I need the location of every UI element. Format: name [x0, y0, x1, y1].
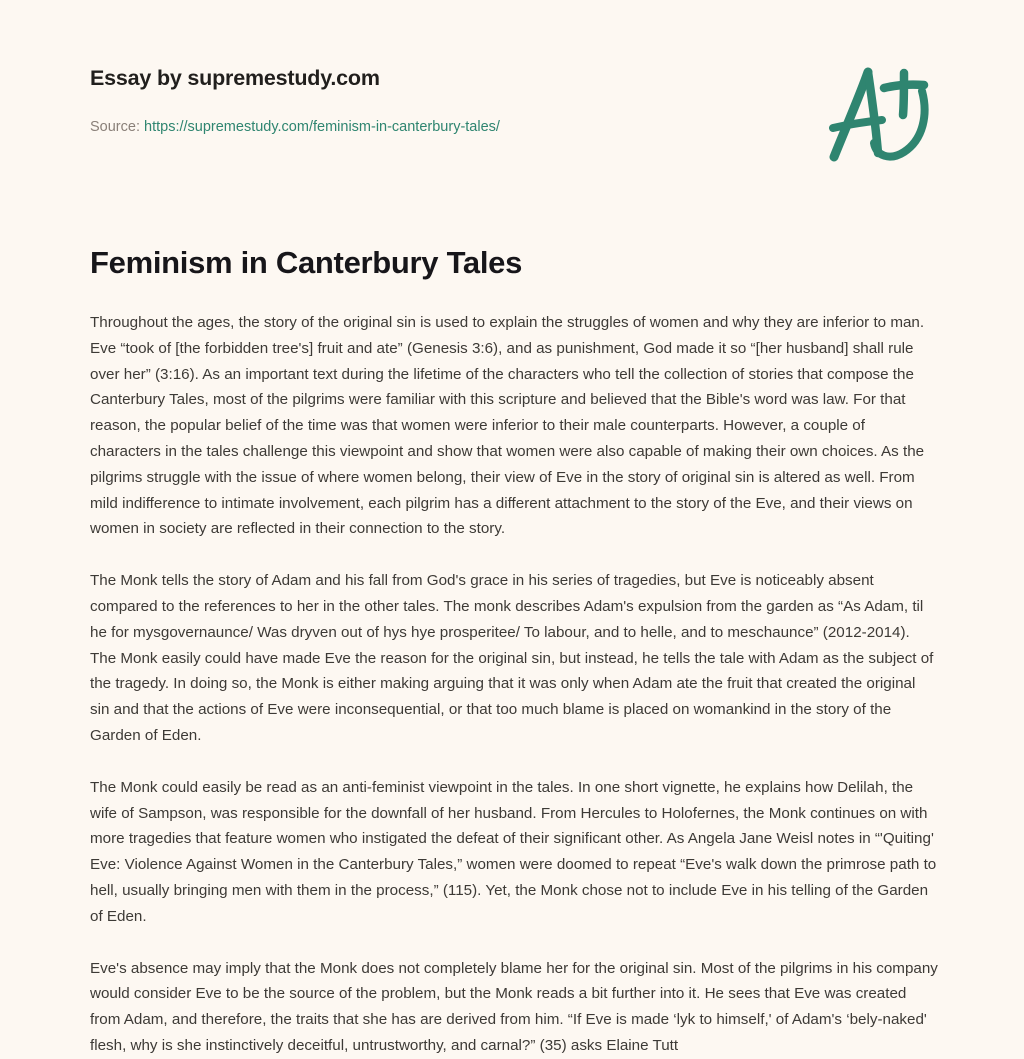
article-body [90, 310, 938, 1059]
source-label: Source: [90, 119, 140, 135]
a-plus-logo [812, 57, 942, 175]
a-plus-logo-icon [812, 57, 942, 175]
article-container [90, 243, 938, 1059]
article-paragraph: The Monk tells the story of Adam and his fall from God's grace in his series of tragedies, but Eve is noticeably absent compared to the references to her in the other tales. The monk describes Adam's expulsion from the garden as “As Adam, til he for mysgovernaunce/ Was dryven out of hys hye prosperitee/ To labour, and to helle, and to meschaunce” (2012-2014). The Monk easily could have made Eve the reason for the original sin, but instead, he tells the tale with Adam as the subject of the tragedy. In doing so, the Monk is either making arguing that it was only when Adam ate the fruit that created the original sin and that the actions of Eve were inconsequential, or that too much blame is placed on womankind in the story of the Garden of Eden. [90, 572, 934, 744]
article-paragraph: Throughout the ages, the story of the original sin is used to explain the struggles of women and why they are inferior to man. Eve “took of [the forbidden tree's] fruit and ate” (Genesis 3:6), and as punishment, God made it so “[her husband] shall rule over her” (3:16). As an important text during the lifetime of the characters who tell the collection of stories that compose the Canterbury Tales, most of the pilgrims were familiar with this scripture and believed that the Bible's word was law. For that reason, the popular belief of the time was that women were inferior to their male counterparts. However, a couple of characters in the tales challenge this viewpoint and show that women were also capable of making their own choices. As the pilgrims struggle with the issue of where women belong, their view of Eve in the story of original sin is altered as well. From mild indifference to intimate involvement, each pilgrim has a different attachment to the story of the Eve, and their views on women in society are reflected in their connection to the story. [90, 314, 925, 538]
document-header [0, 0, 1024, 190]
source-url-link[interactable]: https://supremestudy.com/feminism-in-canterbury-tales/ [144, 119, 500, 135]
article-title: Feminism in Canterbury Tales [90, 245, 523, 280]
source-line [90, 119, 500, 135]
article-paragraph: The Monk could easily be read as an anti-feminist viewpoint in the tales. In one short vignette, he explains how Delilah, the wife of Sampson, was responsible for the downfall of her husband. From Hercules to Holofernes, the Monk continues on with more tragedies that feature women who instigated the defeat of their significant other. As Angela Jane Weisl notes in “'Quiting' Eve: Violence Against Women in the Canterbury Tales,” women were doomed to repeat “Eve's walk down the primrose path to hell, usually bringing men with them in the process,” (115). Yet, the Monk chose not to include Eve in his telling of the Garden of Eden. [90, 778, 937, 925]
article-paragraph: Eve's absence may imply that the Monk does not completely blame her for the original sin. Most of the pilgrims in his company would consider Eve to be the source of the problem, but the Monk reads a bit further into it. He sees that Eve was created from Adam, and therefore, the traits that she has are derived from him. “If Eve is made ‘lyk to himself,' of Adam's ‘bely-naked' flesh, why is she instinctively deceitful, untrustworthy, and carnal?” (35) asks Elaine Tutt [90, 959, 938, 1054]
essay-byline: Essay by supremestudy.com [90, 66, 380, 90]
